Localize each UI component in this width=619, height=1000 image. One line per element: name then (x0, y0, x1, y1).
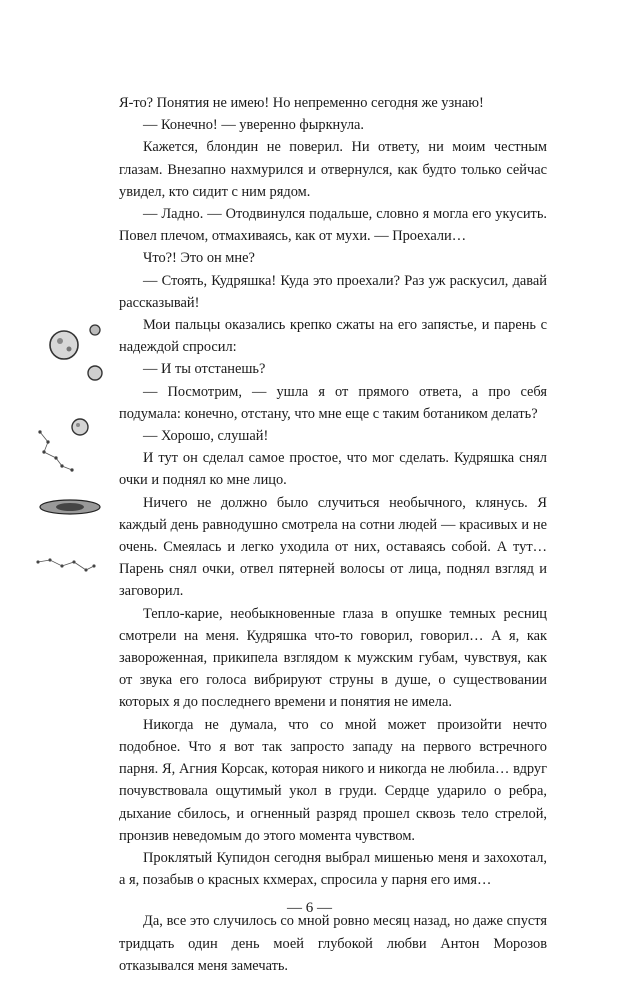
paragraph: Тепло-карие, необыкновенные глаза в опушке темных ресниц смотрели на меня. Кудряшка что-то говорил, говорил… А я, как завороженная, прикипела взглядом к мужским губам, чувствуя, как от звука его голоса вибрируют струны в душе, о существовании которых я до последнего времени и понятия не имела. (119, 605, 547, 711)
planet-icon (72, 419, 88, 435)
planet-icon (88, 366, 102, 380)
paragraph: Что?! Это он мне? (143, 250, 255, 267)
paragraph: Да, все это случилось со мной ровно месяц назад, но даже спустя тридцать один день моей глубокой любви Антон Морозов отказывался меня замечать. (119, 913, 547, 974)
paragraph: Кажется, блондин не поверил. Ни ответу, ни моим честным глазам. Внезапно нахмурился и отвернулся, как будто только сейчас увидел, кто сидит с ним рядом. (119, 139, 547, 200)
space-illustration (0, 0, 110, 600)
planet-icon (50, 331, 78, 359)
constellation-icon (37, 559, 95, 571)
paragraph: Я-то? Понятия не имею! Но непременно сегодня же узнаю! (119, 95, 484, 111)
paragraph: — Посмотрим, — ушла я от прямого ответа, а про себя подумала: конечно, отстану, что мне еще с таким ботаником делать? (119, 383, 547, 422)
page-number: — 6 — (287, 900, 332, 916)
paragraph: Никогда не думала, что со мной может произойти нечто подобное. Что я вот так запросто западу на первого встречного парня. Я, Агния Корсак, которая никого и никогда не любила… вдруг почувствовала ощутимый укол в груди. Сердце ударило о ребра, дыхание сбилось, и огненный разряд прошел сквозь тело стрелой, пронзив неведомым до этого момента чувством. (119, 716, 547, 844)
constellation-icon (39, 431, 74, 472)
paragraph: — Хорошо, слушай! (143, 428, 269, 445)
planet-icon (90, 325, 100, 335)
body-text (119, 92, 547, 977)
paragraph: — Ладно. — Отодвинулся подальше, словно я могла его укусить. Повел плечом, отмахиваясь, как от мухи. — Проехали… (119, 206, 547, 245)
paragraph: — Стоять, Кудряшка! Куда это проехали? Раз уж раскусил, давай рассказывай! (119, 272, 547, 311)
paragraph: — И ты отстанешь? (143, 361, 266, 378)
paragraph: Ничего не должно было случиться необычного, клянусь. Я каждый день равнодушно смотрела на сотни людей — красивых и не очень. Смеялась и легко уходила от них, оставаясь собой. А тут… Парень снял очки, отвел пятерней волосы от лица, поднял взгляд и заговорил. (119, 494, 547, 600)
paragraph: Проклятый Купидон сегодня выбрал мишенью меня и захохотал, а я, позабыв о красных кхмерах, спросила у парня его имя… (119, 849, 547, 889)
paragraph: Мои пальцы оказались крепко сжаты на его запястье, и парень с надеждой спросил: (119, 317, 547, 356)
galaxy-icon (40, 500, 100, 514)
paragraph: — Конечно! — уверенно фыркнула. (143, 117, 364, 134)
paragraph: И тут он сделал самое простое, что мог сделать. Кудряшка снял очки и поднял ко мне лицо. (119, 450, 547, 489)
